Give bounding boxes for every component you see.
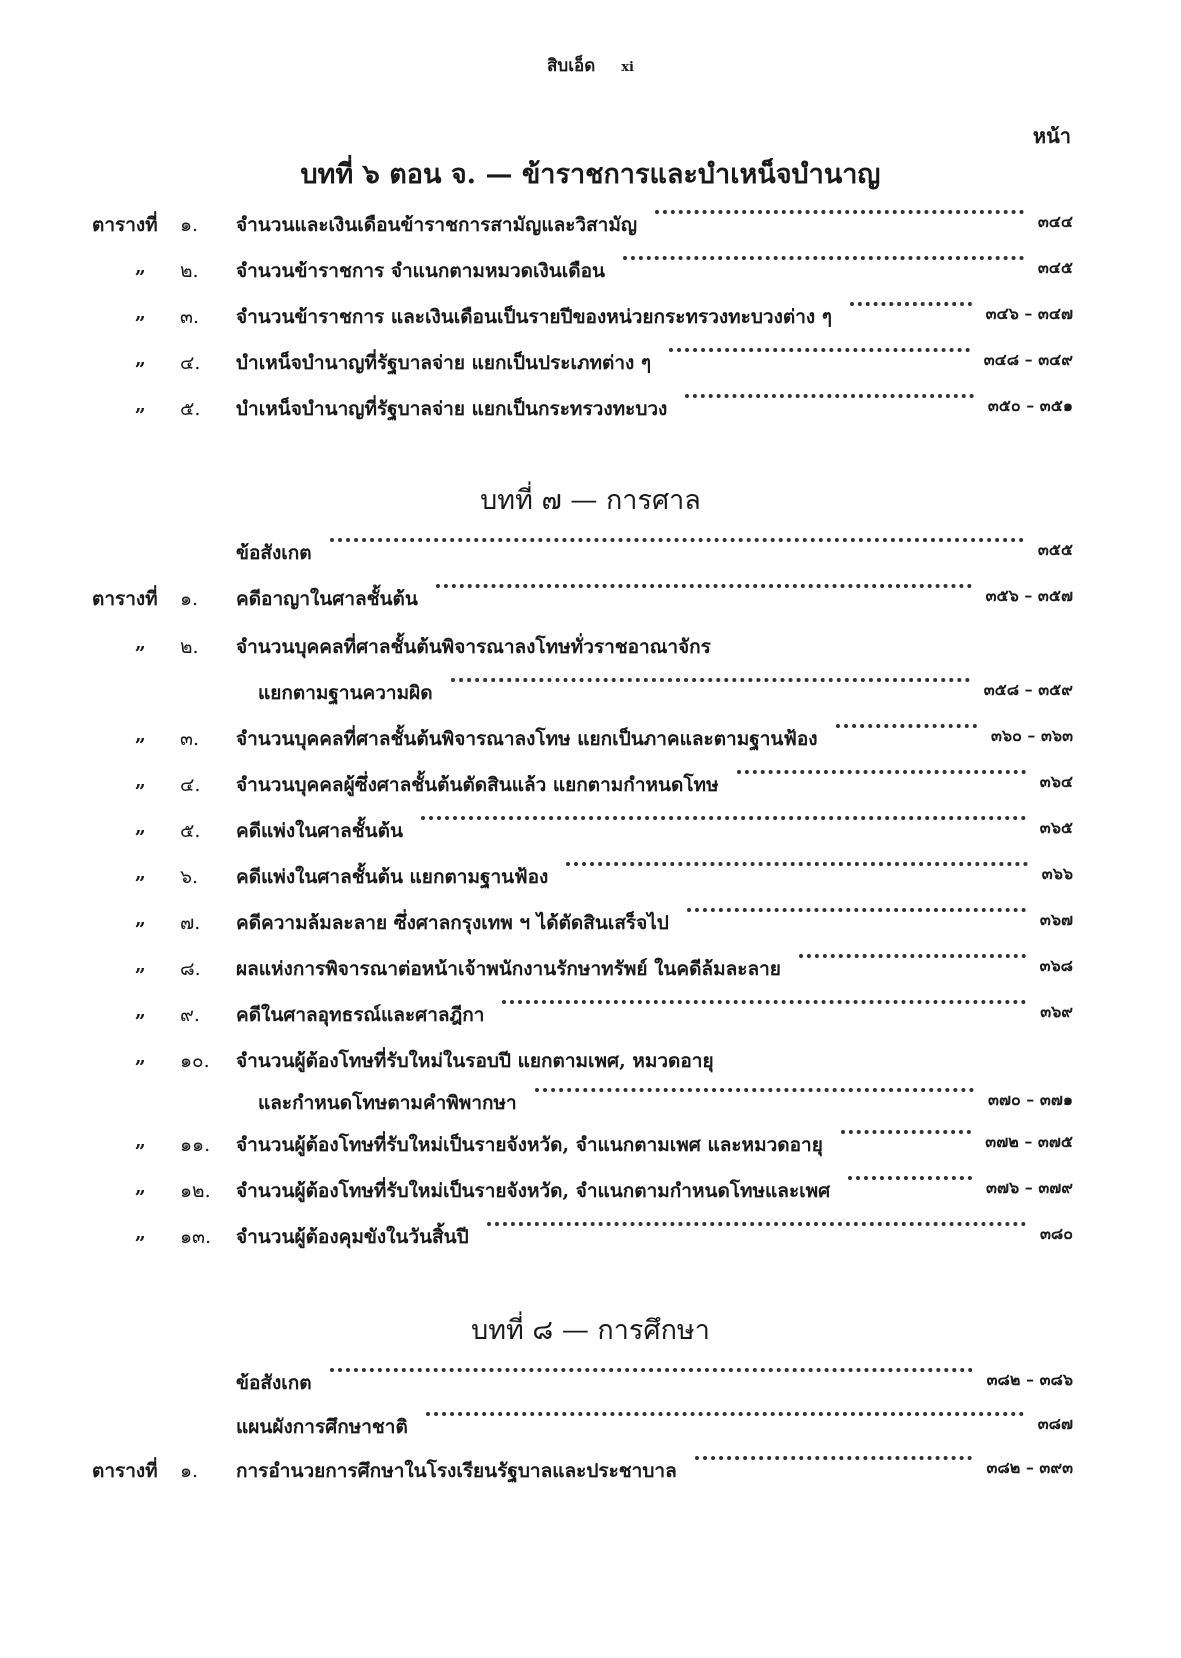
ditto-mark: „	[135, 1222, 146, 1244]
entry-title: จำนวนผู้ต้องโทษที่รับใหม่ในรอบปี แยกตามเพศ, หมวดอายุ	[236, 1050, 714, 1072]
dot-leader	[848, 1176, 972, 1182]
ditto-mark: „	[135, 632, 146, 654]
entry-number: ๒.	[180, 260, 199, 282]
toc-entry	[0, 1412, 1181, 1446]
toc-entry	[0, 584, 1181, 618]
page-number: ๓๕๘ – ๓๕๙	[983, 680, 1073, 699]
ditto-mark: „	[135, 908, 146, 930]
page-number: ๓๖๐ – ๓๖๓	[990, 726, 1073, 745]
dot-leader	[687, 908, 1026, 914]
entry-title: จำนวนข้าราชการ และเงินเดือนเป็นรายปีของหน่วยกระทรวงทะบวงต่าง ๆ	[236, 306, 832, 328]
toc-entry	[0, 256, 1181, 290]
page-number: ๓๕๖ – ๓๕๗	[985, 586, 1073, 605]
dot-leader	[487, 1222, 1026, 1228]
entry-number: ๑๑.	[180, 1134, 211, 1156]
page-number: ๓๘๗	[1037, 1414, 1073, 1433]
dot-leader	[623, 256, 1024, 262]
entry-number: ๑๓.	[180, 1226, 212, 1248]
entry-number: ๒.	[180, 636, 199, 658]
entry-title: ผลแห่งการพิจารณาต่อหน้าเจ้าพนักงานรักษาทรัพย์ ในคดีล้มละลาย	[236, 958, 781, 980]
dot-leader	[451, 678, 970, 684]
dot-leader	[330, 1368, 973, 1374]
dot-leader	[836, 724, 977, 730]
ditto-mark: „	[135, 302, 146, 324]
dot-leader	[535, 1088, 974, 1094]
entry-number: ๕.	[180, 398, 201, 420]
toc-entry	[0, 954, 1181, 988]
toc-entry	[0, 724, 1181, 758]
page-number: ๓๕๕	[1037, 540, 1073, 559]
ditto-mark: „	[135, 816, 146, 838]
entry-title: คดีแพ่งในศาลชั้นต้น แยกตามฐานฟ้อง	[236, 866, 549, 888]
page-number: ๓๖๗	[1039, 910, 1073, 929]
toc-entry	[0, 302, 1181, 336]
ditto-mark: „	[135, 394, 146, 416]
toc-entry	[0, 1000, 1181, 1034]
page-number: ๓๔๖ – ๓๔๗	[985, 304, 1073, 323]
toc-entry	[0, 862, 1181, 896]
toc-entry	[0, 1176, 1181, 1210]
entry-title: จำนวนบุคคลที่ศาลชั้นต้นพิจารณาลงโทษทั่วราชอาณาจักร	[236, 636, 711, 658]
toc-entry	[0, 770, 1181, 804]
dot-leader	[566, 862, 1027, 868]
ditto-mark: „	[135, 1130, 146, 1152]
toc-entry	[0, 1456, 1181, 1490]
entry-number: ๑.	[180, 214, 199, 236]
page-number: ๓๗๖ – ๓๗๙	[986, 1178, 1073, 1197]
entry-title: จำนวนบุคคลที่ศาลชั้นต้นพิจารณาลงโทษ แยกเป็นภาคและตามฐานฟ้อง	[236, 728, 818, 750]
entry-title: บำเหน็จบำนาญที่รัฐบาลจ่าย แยกเป็นกระทรวงทะบวง	[236, 398, 668, 420]
ditto-mark: „	[135, 724, 146, 746]
ditto-mark: „	[135, 1046, 146, 1068]
toc-entry	[0, 210, 1181, 244]
chapter-heading: บทที่ ๗ — การศาล	[480, 485, 701, 516]
entry-title: จำนวนบุคคลผู้ซึ่งศาลชั้นต้นตัดสินแล้ว แยกตามกำหนดโทษ	[236, 774, 719, 796]
toc-entry	[0, 394, 1181, 428]
entry-number: ๗.	[180, 912, 201, 934]
header-title: สิบเอ็ด	[547, 56, 596, 76]
entry-number: ๑.	[180, 588, 199, 610]
dot-leader	[436, 584, 972, 590]
entry-number: ๓.	[180, 306, 200, 328]
toc-entry	[0, 1222, 1181, 1256]
dot-leader	[841, 1130, 971, 1136]
entry-title: จำนวนผู้ต้องโทษที่รับใหม่เป็นรายจังหวัด, จำแนกตามกำหนดโทษและเพศ	[236, 1180, 831, 1202]
dot-leader	[502, 1000, 1026, 1006]
toc-entry	[0, 1088, 1181, 1122]
entry-number: ๑.	[180, 1460, 199, 1482]
entry-title: จำนวนข้าราชการ จำแนกตามหมวดเงินเดือน	[236, 260, 605, 282]
page-number: ๓๖๔	[1039, 772, 1073, 791]
ditto-mark: „	[135, 862, 146, 884]
entry-number: ๔.	[180, 352, 201, 374]
dot-leader	[737, 770, 1026, 776]
entry-title: แผนผังการศึกษาชาติ	[236, 1416, 408, 1438]
entry-title: บำเหน็จบำนาญที่รัฐบาลจ่าย แยกเป็นประเภทต่าง ๆ	[236, 352, 652, 374]
dot-leader	[421, 816, 1026, 822]
entry-number: ๓.	[180, 728, 200, 750]
dot-leader	[850, 302, 972, 308]
toc-entry	[0, 538, 1181, 572]
ditto-mark: „	[135, 770, 146, 792]
entry-number: ๕.	[180, 820, 201, 842]
page-number: ๓๖๘	[1039, 956, 1073, 975]
entry-number: ๘.	[180, 958, 201, 980]
page-number: ๓๔๘ – ๓๔๙	[983, 350, 1073, 369]
dot-leader	[655, 210, 1024, 216]
ditto-mark: „	[135, 1176, 146, 1198]
toc-entry	[0, 348, 1181, 382]
entry-title: คดีในศาลอุทธรณ์และศาลฎีกา	[236, 1004, 485, 1026]
page-column-label: หน้า	[1032, 124, 1071, 148]
entry-title: ข้อสังเกต	[236, 1372, 312, 1394]
entry-title: แยกตามฐานความผิด	[258, 682, 433, 704]
toc-entry	[0, 816, 1181, 850]
chapter-heading: บทที่ ๖ ตอน จ. — ข้าราชการและบำเหน็จบำนาญ	[300, 159, 881, 190]
toc-entry	[0, 1046, 1181, 1080]
page-number: ๓๗๐ – ๓๗๑	[988, 1090, 1073, 1109]
entry-title: คดีความล้มละลาย ซึ่งศาลกรุงเทพ ฯ ได้ตัดสินเสร็จไป	[236, 912, 669, 934]
toc-entry	[0, 1130, 1181, 1164]
entry-title: การอำนวยการศึกษาในโรงเรียนรัฐบาลและประชาบาล	[236, 1460, 677, 1482]
entry-title: คดีแพ่งในศาลชั้นต้น	[236, 820, 403, 842]
dot-leader	[426, 1412, 1024, 1418]
page-number: ๓๕๐ – ๓๕๑	[987, 396, 1073, 415]
dot-leader	[695, 1456, 973, 1462]
entry-number: ๙.	[180, 1004, 200, 1026]
ditto-mark: „	[135, 348, 146, 370]
table-label: ตารางที่	[92, 214, 158, 236]
entry-title: ข้อสังเกต	[236, 542, 312, 564]
table-label: ตารางที่	[92, 1460, 158, 1482]
ditto-mark: „	[135, 954, 146, 976]
entry-title: คดีอาญาในศาลชั้นต้น	[236, 588, 418, 610]
running-header	[0, 52, 1181, 79]
toc-entry	[0, 678, 1181, 712]
entry-title: จำนวนผู้ต้องโทษที่รับใหม่เป็นรายจังหวัด, จำแนกตามเพศ และหมวดอายุ	[236, 1134, 823, 1156]
entry-title: จำนวนผู้ต้องคุมขังในวันสิ้นปี	[236, 1226, 469, 1248]
ditto-mark: „	[135, 1000, 146, 1022]
page-number: ๓๘๒ – ๓๘๖	[986, 1370, 1073, 1389]
entry-number: ๑๒.	[180, 1180, 211, 1202]
table-label: ตารางที่	[92, 588, 158, 610]
page-number: ๓๖๖	[1041, 864, 1073, 883]
dot-leader	[330, 538, 1024, 544]
entry-title: จำนวนและเงินเดือนข้าราชการสามัญและวิสามัญ	[236, 214, 638, 236]
ditto-mark: „	[135, 256, 146, 278]
page-number: ๓๘๒ – ๓๙๓	[986, 1458, 1073, 1477]
page-number: ๓๘๐	[1039, 1224, 1073, 1243]
dot-leader	[799, 954, 1026, 960]
chapter-heading: บทที่ ๘ — การศึกษา	[471, 1315, 710, 1346]
toc-entry	[0, 632, 1181, 666]
page-number: ๓๗๒ – ๓๗๕	[985, 1132, 1073, 1151]
entry-number: ๑๐.	[180, 1050, 210, 1072]
dot-leader	[669, 348, 970, 354]
toc-entry	[0, 1368, 1181, 1402]
page-number: ๓๖๕	[1039, 818, 1073, 837]
page-number: ๓๖๙	[1040, 1002, 1073, 1021]
entry-number: ๔.	[180, 774, 201, 796]
toc-entry	[0, 908, 1181, 942]
header-roman-page-number: xi	[621, 60, 634, 75]
dot-leader	[685, 394, 974, 400]
entry-title: และกำหนดโทษตามคำพิพากษา	[258, 1092, 517, 1114]
page-number: ๓๔๔	[1037, 212, 1073, 231]
entry-number: ๖.	[180, 866, 199, 888]
page-number: ๓๔๕	[1037, 258, 1073, 277]
